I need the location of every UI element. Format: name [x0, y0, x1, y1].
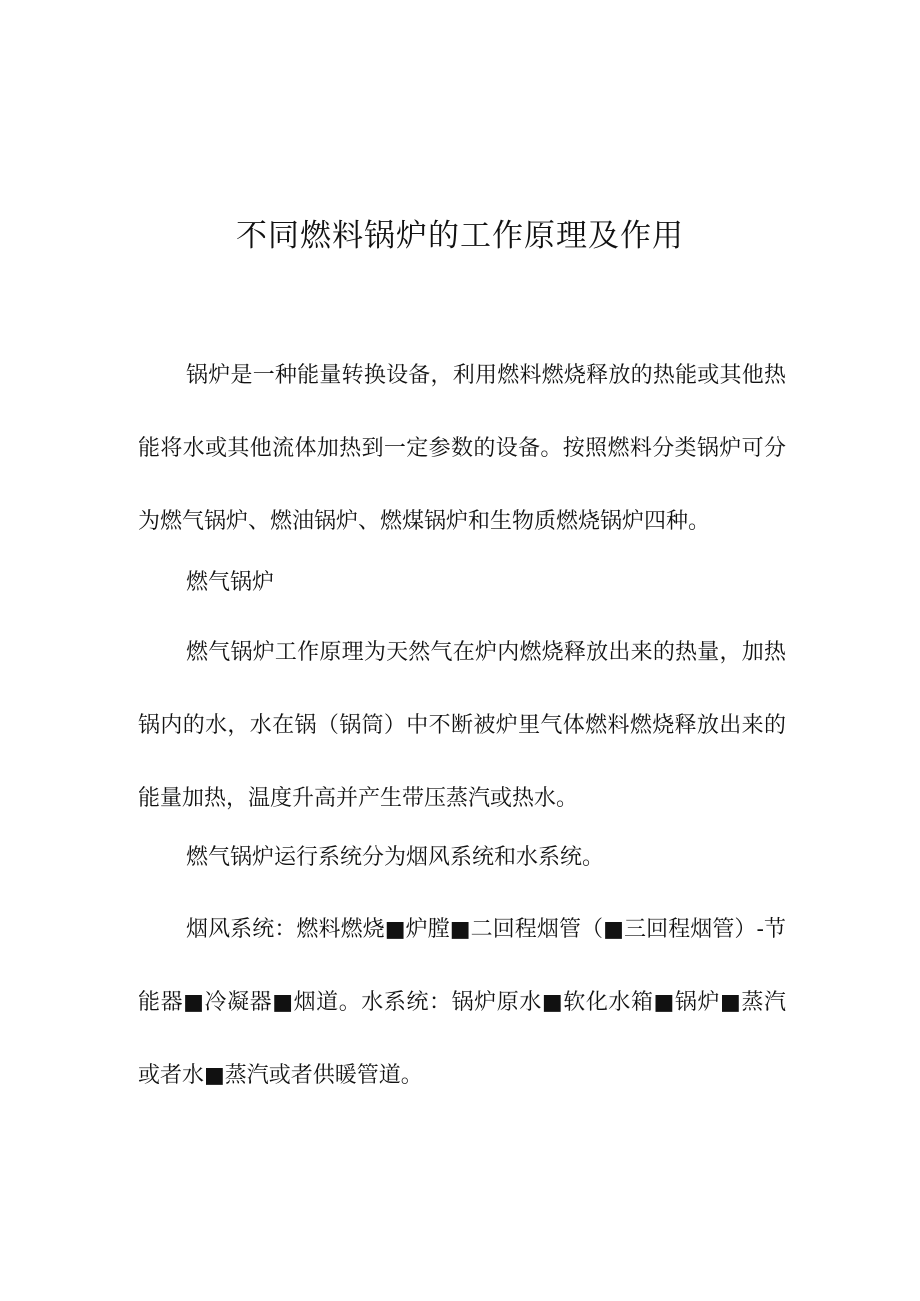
section-heading-gas-boiler: 燃气锅炉 — [186, 570, 275, 595]
document-title: 不同燃料锅炉的工作原理及作用 — [236, 218, 684, 254]
flue-and-water-system-paragraph: 烟风系统：燃料燃烧■炉膛■二回程烟管（■三回程烟管）-节能器■冷凝器■烟道。水系统：锅炉原水■软化水箱■锅炉■蒸汽或者水■蒸汽或者供暖管道。 — [138, 917, 786, 1088]
gas-boiler-principle-paragraph: 燃气锅炉工作原理为天然气在炉内燃烧释放出来的热量，加热锅内的水，水在锅（锅筒）中不断被炉里气体燃料燃烧释放出来的能量加热，温度升高并产生带压蒸汽或热水。 — [138, 640, 786, 811]
intro-paragraph: 锅炉是一种能量转换设备，利用燃料燃烧释放的热能或其他热能将水或其他流体加热到一定参数的设备。按照燃料分类锅炉可分为燃气锅炉、燃油锅炉、燃煤锅炉和生物质燃烧锅炉四种。 — [138, 363, 786, 534]
gas-boiler-systems-paragraph: 燃气锅炉运行系统分为烟风系统和水系统。 — [186, 845, 605, 870]
